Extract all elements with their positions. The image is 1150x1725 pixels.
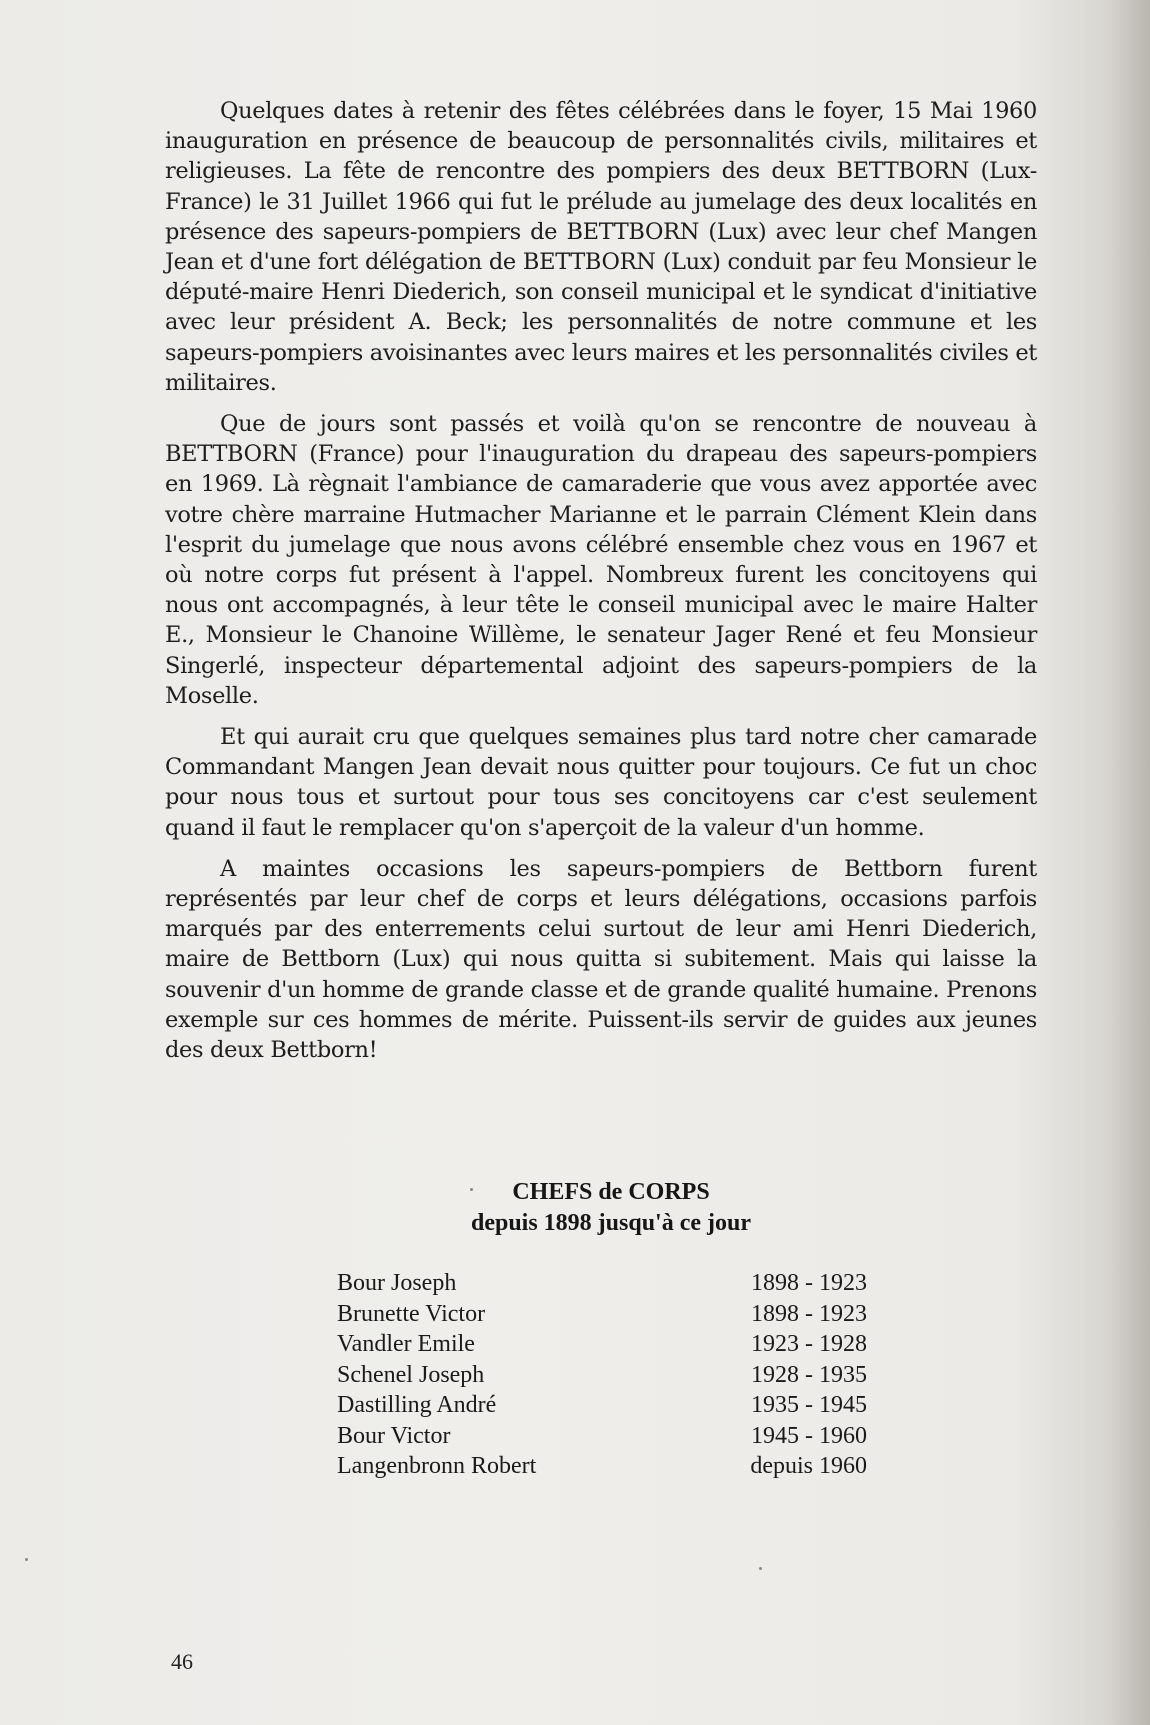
paper-speck	[25, 1558, 28, 1561]
paragraph-1: Quelques dates à retenir des fêtes célébrées dans le foyer, 15 Mai 1960 inauguration en présence de beaucoup de personnalités civils, militaires et religieuses. La fête de rencontre des pompiers des deux BETTBORN (Lux-France) le 31 Juillet 1966 qui fut le prélude au jumelage des deux localités en présence des sapeurs-pompiers de BETTBORN (Lux) avec leur chef Mangen Jean et d'une fort délégation de BETTBORN (Lux) conduit par feu Monsieur le député-maire Henri Diederich, son conseil municipal et le syndicat d'initiative avec leur président A. Beck; les personnalités de notre commune et les sapeurs-pompiers avoisinantes avec leurs maires et les personnalités civiles et militaires.	[165, 98, 1037, 396]
chef-row	[337, 1451, 867, 1482]
paper-speck	[470, 1188, 473, 1191]
paragraph-4: A maintes occasions les sapeurs-pompiers de Bettborn furent représentés par leur chef de corps et leurs délégations, occasions parfois marqués par des enterrements celui surtout de leur ami Henri Diederich, maire de Bettborn (Lux) qui nous quitta si subitement. Mais qui laisse la souvenir d'un homme de grande classe et de grande qualité humaine. Prenons exemple sur ces hommes de mérite. Puissent-ils servir de guides aux jeunes des deux Bettborn!	[165, 855, 1037, 1064]
chef-name: Bour Victor	[337, 1422, 451, 1449]
chef-row	[337, 1299, 867, 1330]
chef-row	[337, 1360, 867, 1391]
chef-name: Schenel Joseph	[337, 1361, 485, 1388]
chef-row	[337, 1421, 867, 1452]
paper-speck	[759, 1567, 762, 1570]
paragraph-3: Et qui aurait cru que quelques semaines plus tard notre cher camarade Commandant Mangen Jean devait nous quitter pour toujours. Ce fut un choc pour nous tous et surtout pour tous ses concitoyens car c'est seulement quand il faut le remplacer qu'on s'aperçoit de la valeur d'un homme.	[165, 724, 1037, 841]
chef-row	[337, 1390, 867, 1421]
chef-years: 1945 - 1960	[751, 1422, 867, 1449]
chef-years: depuis 1960	[750, 1453, 867, 1479]
chef-years: 1928 - 1935	[751, 1361, 867, 1388]
chef-name: Langenbronn Robert	[337, 1453, 537, 1479]
chef-row	[337, 1268, 867, 1299]
chefs-list	[337, 1268, 867, 1482]
chefs-heading-subtitle: depuis 1898 jusqu'à ce jour	[470, 1210, 752, 1236]
chef-name: Dastilling André	[337, 1392, 497, 1418]
chef-name: Vandler Emile	[337, 1331, 475, 1357]
body-text	[165, 96, 1037, 1076]
chef-years: 1898 - 1923	[751, 1270, 867, 1296]
paragraph-2: Que de jours sont passés et voilà qu'on se rencontre de nouveau à BETTBORN (France) pour l'inauguration du drapeau des sapeurs-pompiers en 1969. Là règnait l'ambiance de camaraderie que vous avez apportée avec votre chère marraine Hutmacher Marianne et le parrain Clément Klein dans l'esprit du jumelage que nous avons célébré ensemble chez vous en 1967 et où notre corps fut présent à l'appel. Nombreux furent les concitoyens qui nous ont accompagnés, à leur tête le conseil municipal avec le maire Halter E., Monsieur le Chanoine Willème, le senateur Jager René et feu Monsieur Singerlé, inspecteur départemental adjoint des sapeurs-pompiers de la Moselle.	[165, 411, 1037, 709]
chef-row	[337, 1329, 867, 1360]
chef-years: 1923 - 1928	[751, 1331, 867, 1357]
chef-years: 1898 - 1923	[751, 1300, 867, 1327]
chef-years: 1935 - 1945	[751, 1392, 867, 1418]
page-number: 46	[171, 1649, 193, 1674]
chef-name: Bour Joseph	[337, 1270, 457, 1296]
chef-name: Brunette Victor	[337, 1300, 486, 1327]
chefs-heading-title: CHEFS de CORPS	[512, 1179, 710, 1205]
